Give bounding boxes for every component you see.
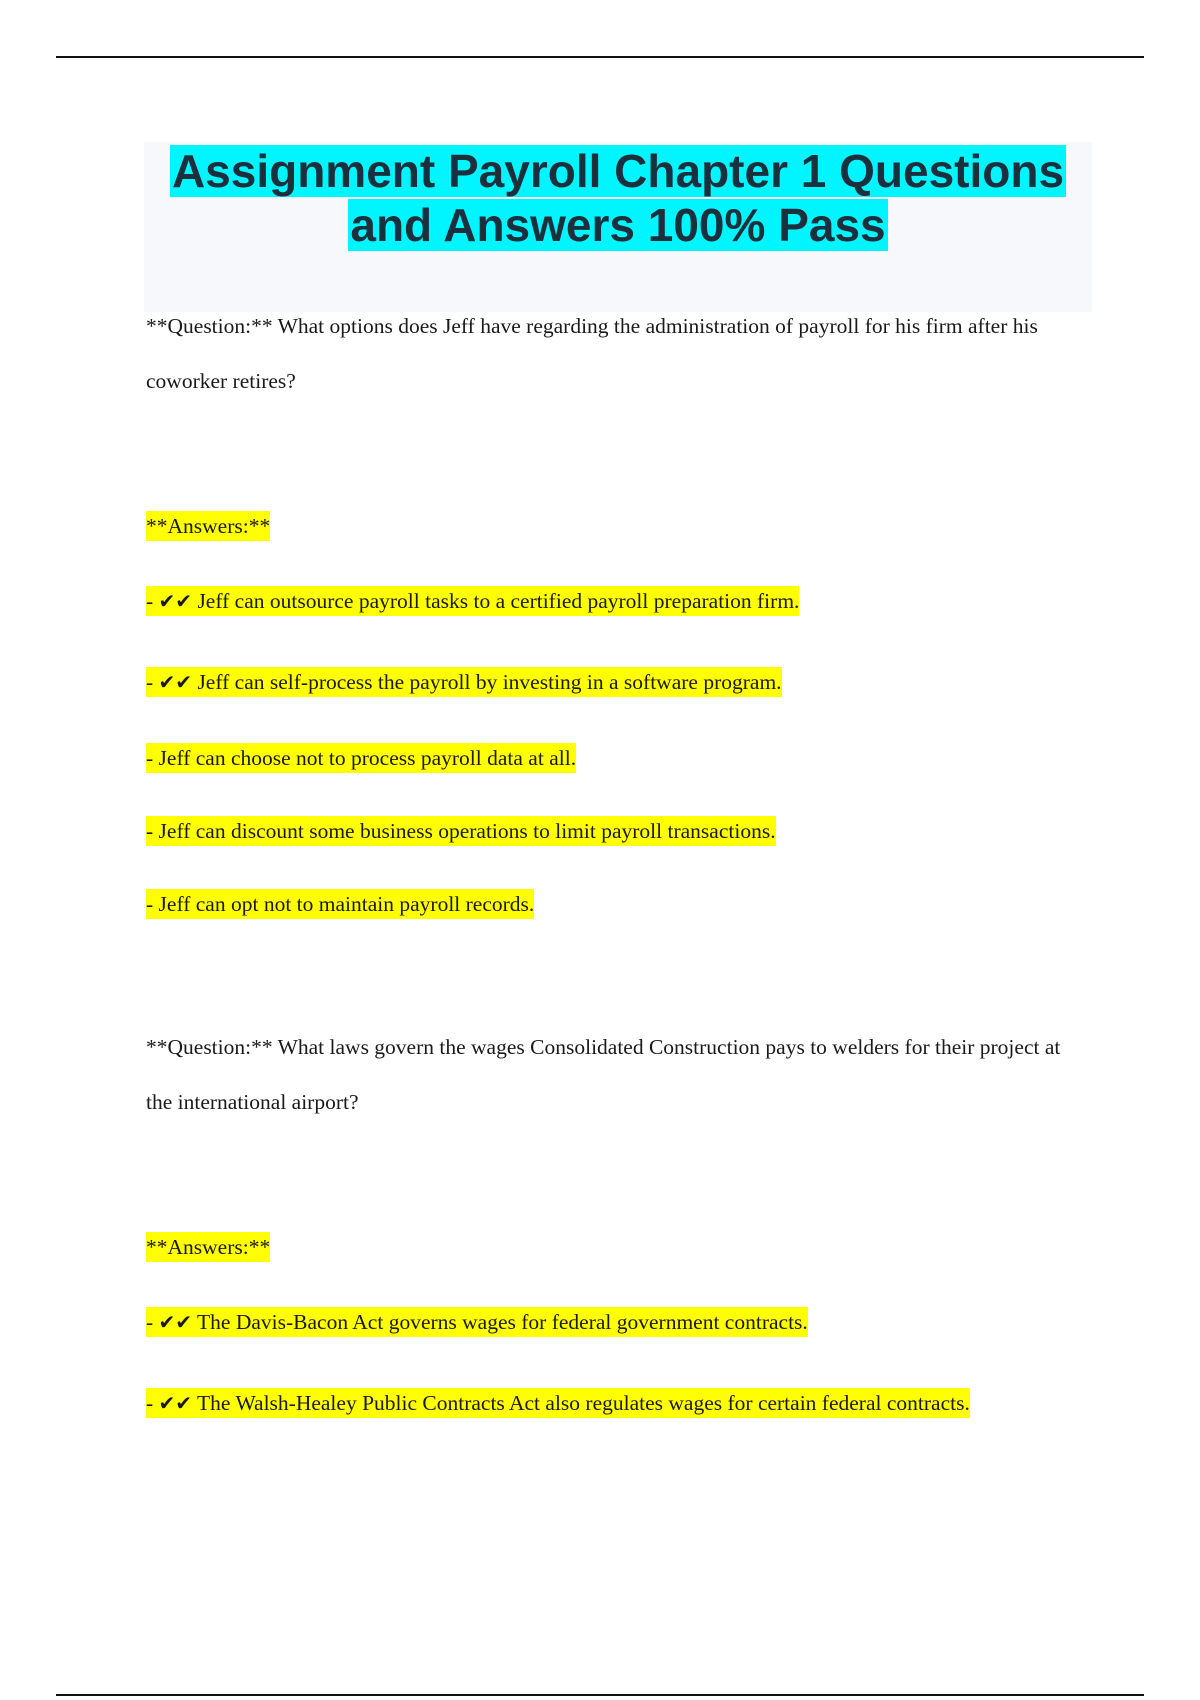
- answer-prefix: -: [146, 1310, 159, 1334]
- answer-prefix: -: [146, 892, 159, 916]
- answers-heading-2: [146, 1233, 270, 1261]
- answers-heading-label: **Answers:**: [146, 1232, 270, 1262]
- double-check-icon: ✔✔: [158, 670, 193, 694]
- document-title: [144, 142, 1092, 252]
- answer-item: [146, 1389, 970, 1417]
- answer-highlight: [146, 667, 782, 697]
- answer-text: Jeff can self-process the payroll by investing in a software program.: [192, 670, 782, 694]
- answer-prefix: -: [146, 819, 159, 843]
- answer-highlight: [146, 743, 576, 773]
- answer-item: [146, 890, 534, 918]
- answer-prefix: -: [146, 746, 159, 770]
- answer-text: Jeff can opt not to maintain payroll records.: [158, 892, 535, 916]
- page-top-rule: [56, 56, 1144, 58]
- answer-prefix: -: [146, 589, 159, 613]
- answer-highlight: [146, 889, 534, 919]
- answer-text: Jeff can discount some business operations to limit payroll transactions.: [158, 819, 776, 843]
- double-check-icon: ✔✔: [158, 1391, 193, 1415]
- answer-text: The Davis-Bacon Act governs wages for federal government contracts.: [192, 1310, 808, 1334]
- answer-highlight: [146, 1388, 970, 1418]
- answer-highlight: [146, 816, 776, 846]
- double-check-icon: ✔✔: [158, 589, 193, 613]
- page-bottom-rule: [56, 1694, 1144, 1696]
- answers-heading-label: **Answers:**: [146, 511, 270, 541]
- answer-highlight: [146, 586, 799, 616]
- answer-prefix: -: [146, 670, 159, 694]
- answer-item: [146, 817, 776, 845]
- answer-prefix: -: [146, 1391, 159, 1415]
- double-check-icon: ✔✔: [158, 1310, 193, 1334]
- answers-heading-1: [146, 512, 270, 540]
- document-title-text: Assignment Payroll Chapter 1 Questions and Answers 100% Pass: [171, 145, 1065, 251]
- answer-item: [146, 668, 782, 696]
- title-block: [144, 142, 1092, 312]
- answer-text: Jeff can outsource payroll tasks to a certified payroll preparation firm.: [192, 589, 800, 613]
- answer-item: [146, 1308, 808, 1336]
- question-1: **Question:** What options does Jeff have regarding the administration of payroll for his firm after his coworker retires?: [146, 314, 1038, 393]
- answer-highlight: [146, 1307, 808, 1337]
- answer-text: The Walsh-Healey Public Contracts Act also regulates wages for certain federal contracts.: [192, 1391, 970, 1415]
- question-2: **Question:** What laws govern the wages Consolidated Construction pays to welders for their project at the international airport?: [146, 1035, 1061, 1114]
- answer-text: Jeff can choose not to process payroll data at all.: [158, 746, 577, 770]
- answer-item: [146, 744, 576, 772]
- answer-item: [146, 587, 799, 615]
